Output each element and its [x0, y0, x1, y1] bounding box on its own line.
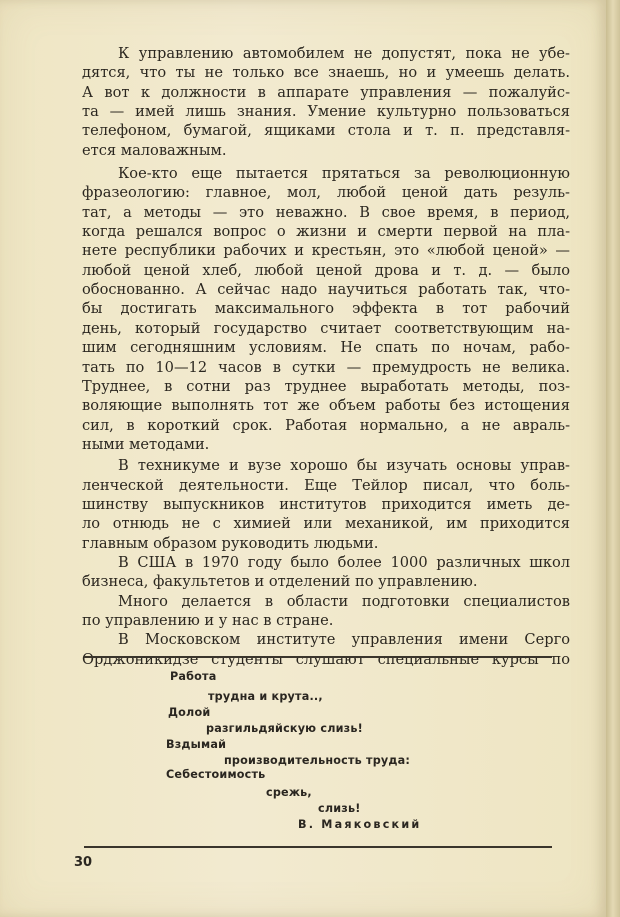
- text-line: ленческой деятельности. Еще Тейлор писал, что боль-: [82, 476, 570, 494]
- text-line: по управлению и у нас в стране.: [82, 611, 334, 629]
- text-line: нете республики рабочих и крестьян, это «любой ценой» —: [82, 242, 570, 260]
- page-number: 30: [74, 855, 93, 870]
- poem-line: Работа: [170, 670, 217, 683]
- page-edge: [606, 0, 620, 917]
- paragraph-3: [82, 456, 570, 553]
- divider-bottom: [84, 846, 552, 848]
- text-line: ными методами.: [82, 435, 210, 453]
- poem-line: разгильдяйскую слизь!: [206, 722, 363, 735]
- text-line: дятся, что ты не только все знаешь, но и умеешь делать.: [82, 64, 570, 82]
- text-line: тать по 10—12 часов в сутки — премудрость не велика.: [82, 358, 570, 376]
- text-line: шинству выпускников институтов приходится иметь де-: [82, 495, 570, 513]
- text-line: В Московском институте управления имени Серго: [118, 631, 570, 649]
- poem-line: Себестоимость: [166, 768, 266, 781]
- text-line: ется маловажным.: [82, 141, 227, 159]
- text-line: когда решался вопрос о жизни и смерти первой на пла-: [82, 223, 570, 241]
- poem-line: Долой: [168, 706, 211, 719]
- text-line: В США в 1970 году было более 1000 различных школ: [118, 553, 570, 571]
- paragraph-2: [82, 164, 570, 454]
- text-line: А вот к должности в аппарате управления — пожалуйс-: [82, 83, 570, 101]
- text-line: К управлению автомобилем не допустят, пока не убе-: [118, 45, 570, 62]
- poem-line: производительность труда:: [224, 754, 411, 767]
- text-line: бы достигать максимального эффекта в тот рабочий: [82, 300, 570, 318]
- poem-author: В. Маяковский: [298, 818, 422, 831]
- text-line: главным образом руководить людьми.: [82, 534, 379, 552]
- paragraph-4: [82, 553, 570, 592]
- text-line: воляющие выполнять тот же объем работы без истощения: [82, 397, 570, 415]
- text-line: Много делается в области подготовки специалистов: [118, 592, 570, 610]
- poem-line: срежь,: [266, 786, 312, 799]
- poem-line: Вздымай: [166, 738, 227, 751]
- text-line: обоснованно. А сейчас надо научиться работать так, что-: [82, 281, 570, 299]
- text-line: бизнеса, факультетов и отделений по управлению.: [82, 573, 478, 591]
- text-line: Труднее, в сотни раз труднее выработать методы, поз-: [82, 377, 570, 395]
- main-text: [82, 44, 570, 669]
- poem-line: слизь!: [318, 802, 361, 815]
- text-line: любой ценой хлеб, любой ценой дрова и т. д. — было: [82, 261, 570, 279]
- text-line: тат, а методы — это неважно. В свое время, в период,: [82, 203, 570, 221]
- paragraph-1: [82, 44, 570, 160]
- text-line: фразеологию: главное, мол, любой ценой дать резуль-: [82, 184, 570, 202]
- text-line: телефоном, бумагой, ящиками стола и т. п. представля-: [82, 122, 570, 140]
- text-line: день, который государство считает соответствующим на-: [82, 319, 570, 337]
- text-line: Кое-кто еще пытается прятаться за революционную: [118, 165, 570, 183]
- paragraph-5: [82, 592, 570, 631]
- text-line: сил, в короткий срок. Работая нормально, а не авраль-: [82, 416, 570, 434]
- text-line: шим сегодняшним условиям. Не спать по ночам, рабо-: [82, 339, 570, 357]
- poem-line: трудна и крута..,: [208, 690, 323, 703]
- divider-top: [84, 656, 552, 658]
- text-line: та — имей лишь знания. Умение культурно пользоваться: [82, 103, 570, 121]
- text-line: Орджоникидзе студенты слушают специальные курсы по: [82, 650, 570, 668]
- paragraph-6: [82, 630, 570, 669]
- text-line: В техникуме и вузе хорошо бы изучать основы управ-: [118, 457, 570, 475]
- text-line: ло отнюдь не с химией или механикой, им приходится: [82, 515, 570, 533]
